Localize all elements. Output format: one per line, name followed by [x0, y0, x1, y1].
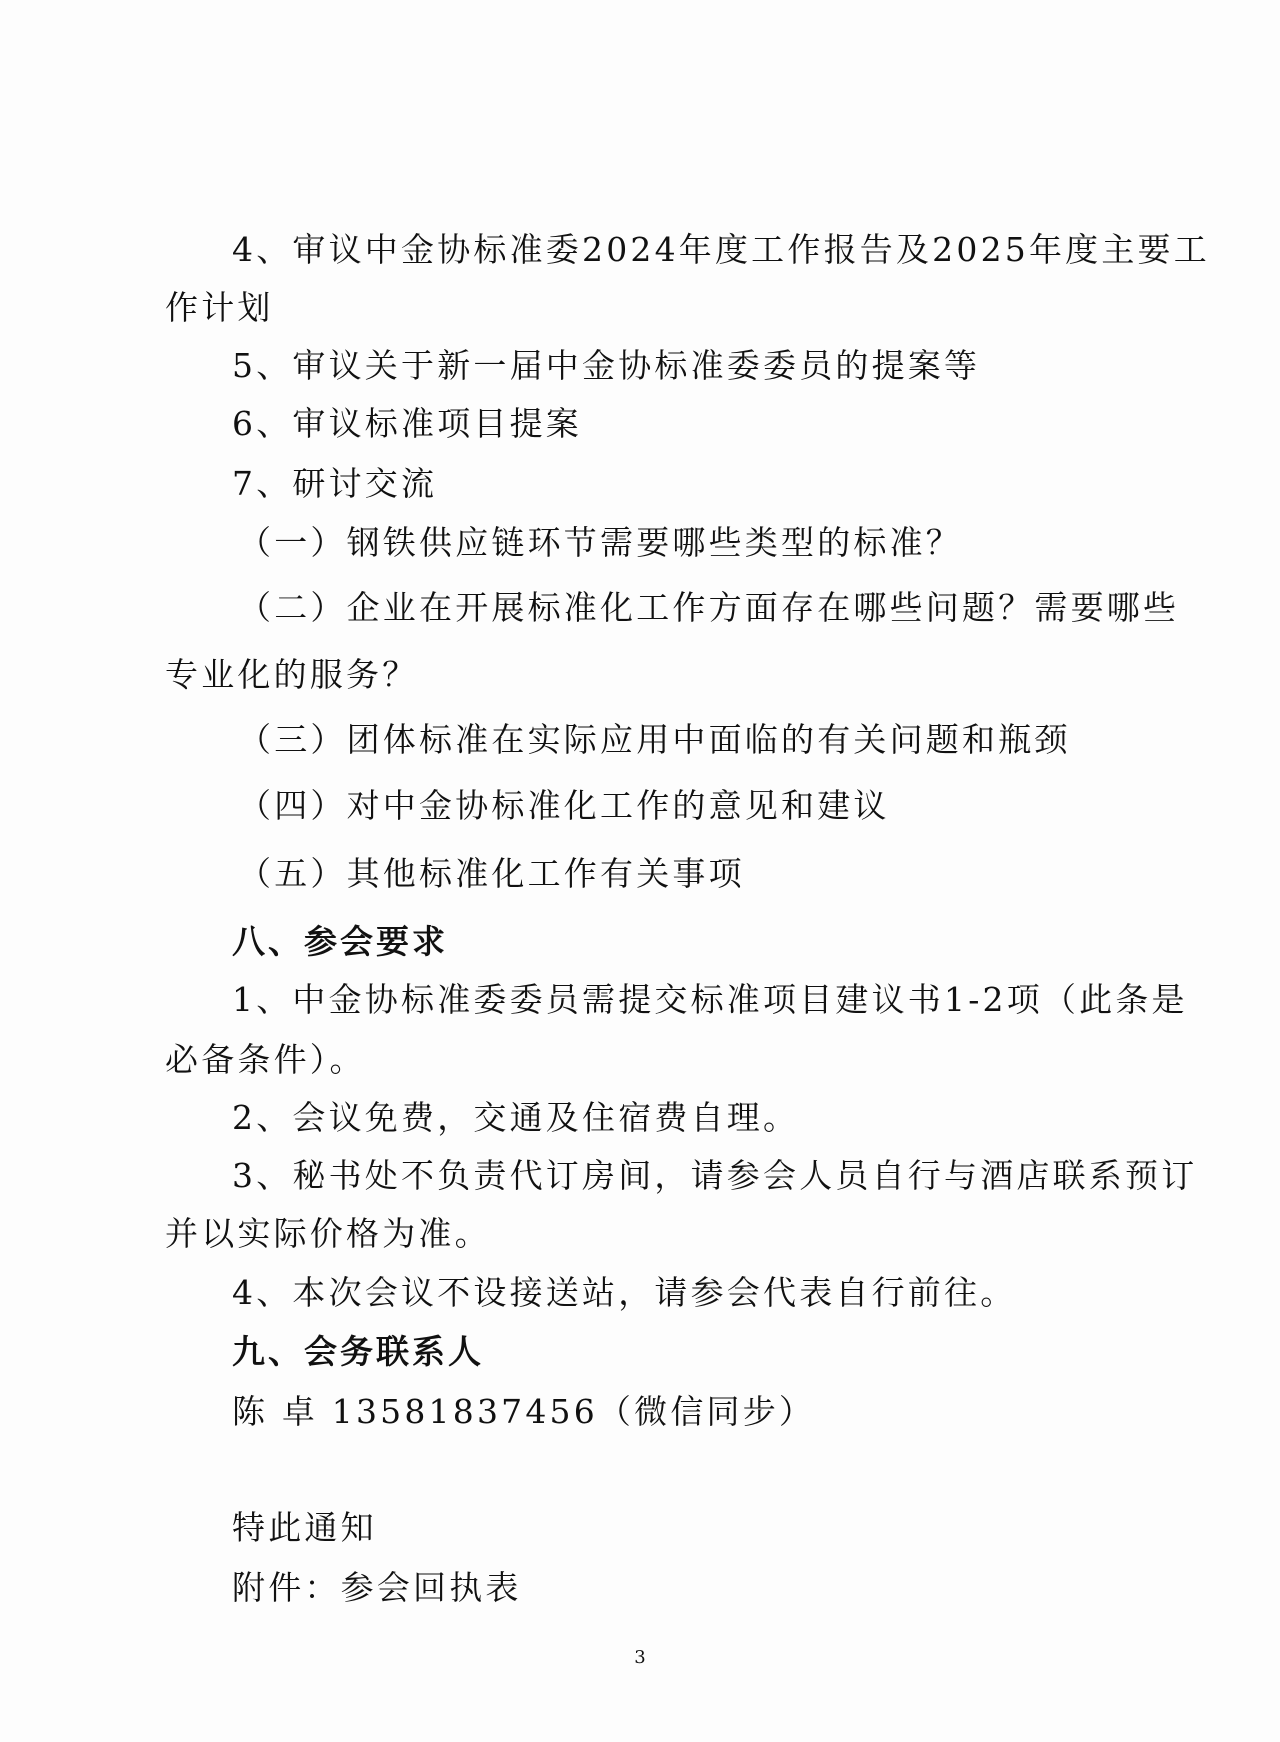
requirement-2: 2、会议免费，交通及住宿费自理。 [232, 1098, 800, 1137]
section-9-heading: 九、会务联系人 [232, 1332, 484, 1371]
requirement-1-line2: 必备条件）。 [165, 1040, 366, 1079]
section-8-heading: 八、参会要求 [232, 922, 448, 961]
requirement-3-line2: 并以实际价格为准。 [165, 1214, 491, 1253]
contact-person: 陈 卓 13581837456（微信同步） [232, 1392, 816, 1431]
discussion-topic-3: （三）团体标准在实际应用中面临的有关问题和瓶颈 [238, 720, 1071, 759]
discussion-topic-2-line2: 专业化的服务？ [165, 655, 419, 694]
agenda-item-7: 7、研讨交流 [232, 464, 438, 503]
attachment-note: 附件：参会回执表 [232, 1568, 522, 1607]
discussion-topic-4: （四）对中金协标准化工作的意见和建议 [238, 786, 890, 825]
discussion-topic-2-line1: （二）企业在开展标准化工作方面存在哪些问题？需要哪些 [238, 588, 1180, 627]
agenda-item-4-line2: 作计划 [165, 288, 274, 327]
requirement-1-line1: 1、中金协标准委委员需提交标准项目建议书1-2项（此条是 [232, 980, 1188, 1019]
agenda-item-6: 6、审议标准项目提案 [232, 404, 582, 443]
page-number: 3 [634, 1647, 646, 1668]
agenda-item-4-line1: 4、审议中金协标准委2024年度工作报告及2025年度主要工 [232, 230, 1210, 269]
discussion-topic-5: （五）其他标准化工作有关事项 [238, 854, 745, 893]
closing-notice: 特此通知 [232, 1508, 377, 1547]
requirement-4: 4、本次会议不设接送站，请参会代表自行前往。 [232, 1273, 1017, 1312]
agenda-item-5: 5、审议关于新一届中金协标准委委员的提案等 [232, 346, 981, 385]
discussion-topic-1: （一）钢铁供应链环节需要哪些类型的标准？ [238, 523, 962, 562]
requirement-3-line1: 3、秘书处不负责代订房间，请参会人员自行与酒店联系预订 [232, 1156, 1198, 1195]
